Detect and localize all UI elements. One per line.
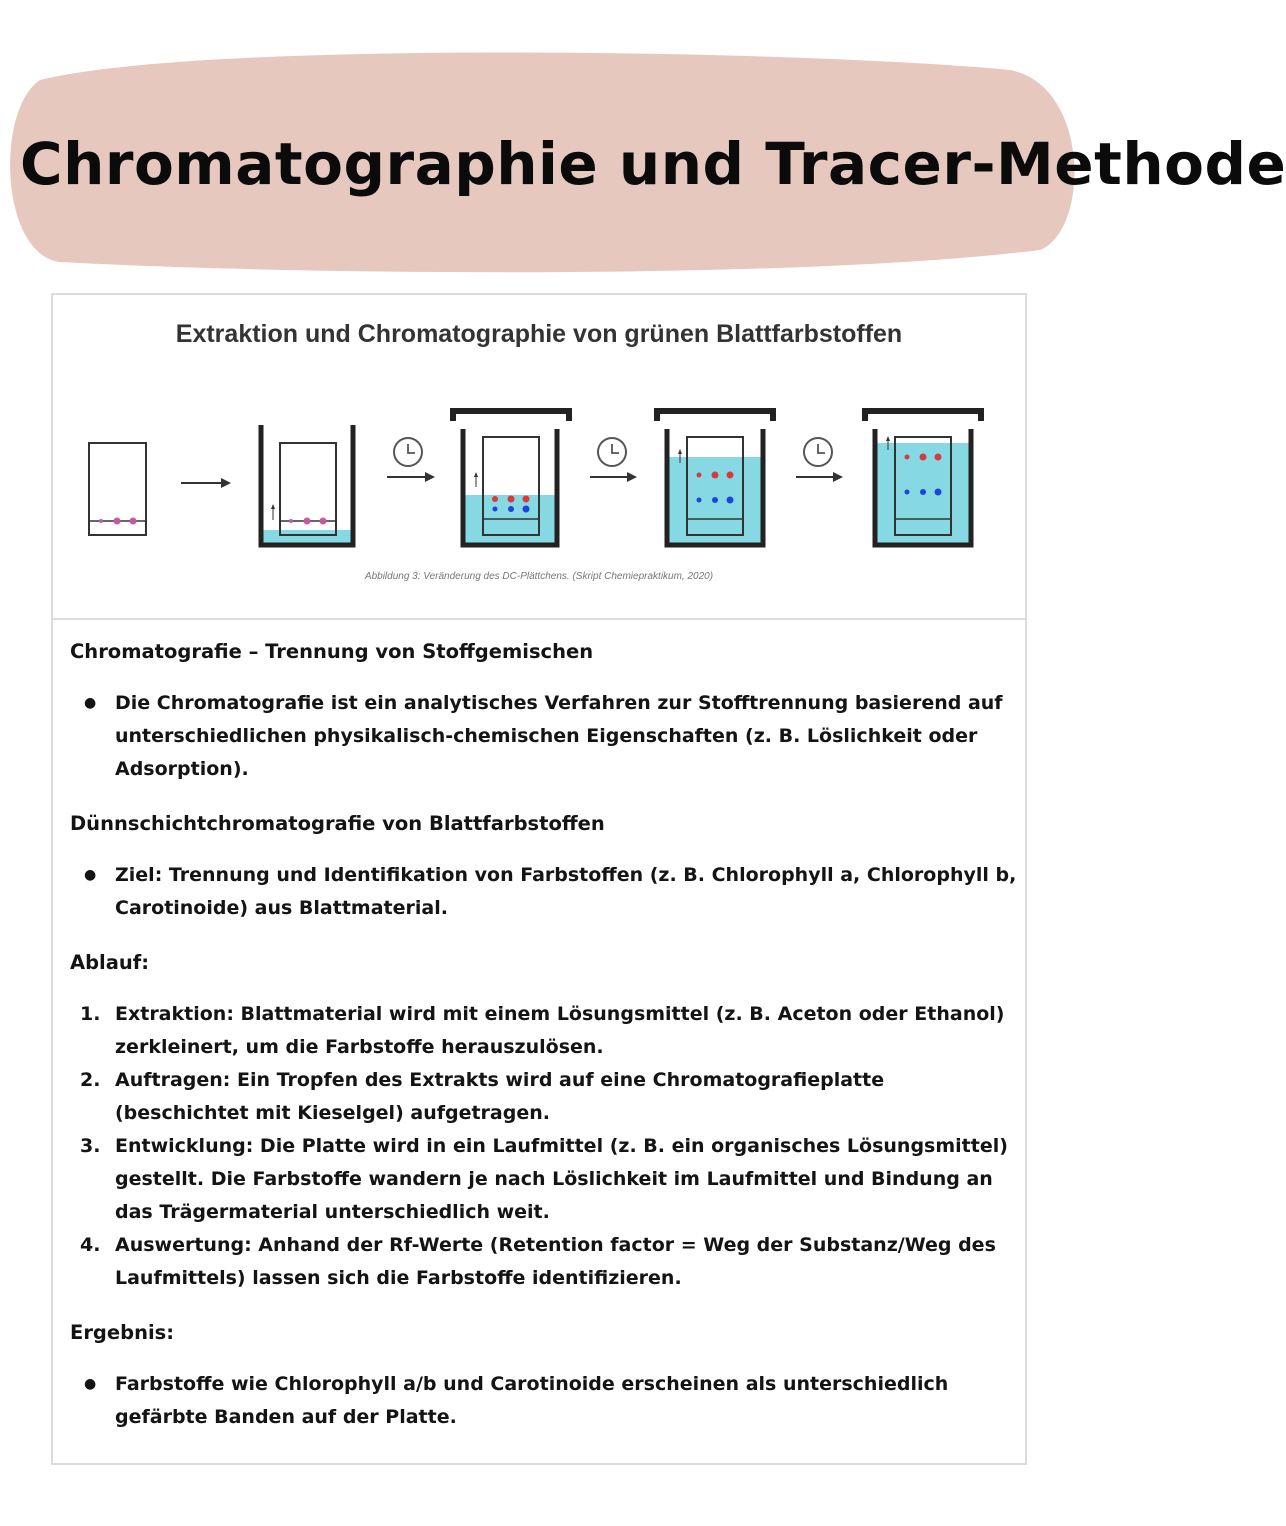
arrow-right-icon [221, 478, 231, 488]
stage-developing-2 [657, 411, 773, 545]
bullet-list [70, 1368, 1020, 1434]
list-text: Extraktion: Blattmaterial wird mit einem Lösungsmittel (z. B. Aceton oder Ethanol) zerkleinert, um die Farbstoffe herauszulösen. [115, 1003, 1005, 1058]
stage-beaker-start [261, 425, 353, 545]
clock-icon [598, 438, 626, 466]
notes-body [70, 635, 1020, 1455]
list-number: 1. [80, 1003, 101, 1025]
bullet-item: ● Ziel: Trennung und Identifikation von Farbstoffen (z. B. Chlorophyll a, Chlorophyll b, Carotinoide) aus Blattmaterial. [70, 859, 1020, 925]
list-text: Auswertung: Anhand der Rf-Werte (Retention factor = Weg der Substanz/Weg des Laufmittels) lassen sich die Farbstoffe identifizieren. [115, 1234, 996, 1289]
bullet-item: ● Farbstoffe wie Chlorophyll a/b und Carotinoide erscheinen als unterschiedlich gefärbte Banden auf der Platte. [70, 1368, 1020, 1434]
list-number: 2. [80, 1069, 101, 1091]
section-heading: Chromatografie – Trennung von Stoffgemischen [70, 640, 594, 663]
arrow-right-icon [627, 472, 637, 482]
list-item [70, 1130, 1020, 1229]
numbered-list [70, 998, 1020, 1295]
section-heading: Ergebnis: [70, 1321, 175, 1344]
stage-plate [89, 443, 146, 535]
content-card [51, 293, 1027, 1465]
figure-caption: Abbildung 3: Veränderung des DC-Plättchens. (Skript Chemiepraktikum, 2020) [364, 571, 714, 582]
list-item [70, 1229, 1020, 1295]
clock-icon [804, 438, 832, 466]
section-heading: Ablauf: [70, 951, 150, 974]
bullet-item: ● Die Chromatografie ist ein analytisches Verfahren zur Stofftrennung basierend auf unterschiedlichen physikalisch-chemischen Eigenschaften (z. B. Löslichkeit oder Adsorption). [70, 687, 1020, 786]
list-item [70, 998, 1020, 1064]
clock-icon [394, 438, 422, 466]
list-number: 4. [80, 1234, 101, 1256]
bullet-list [70, 859, 1020, 925]
section-heading: Dünnschichtchromatografie von Blattfarbstoffen [70, 812, 605, 835]
figure-title: Extraktion und Chromatographie von grünen Blattfarbstoffen [175, 320, 903, 348]
chromatography-diagram [53, 395, 1025, 555]
arrow-right-icon [425, 472, 435, 482]
list-text: Entwicklung: Die Platte wird in ein Laufmittel (z. B. ein organisches Lösungsmittel) gestellt. Die Farbstoffe wandern je nach Löslichkeit im Laufmittel und Bindung an das Trägermaterial unterschiedlich weit. [115, 1135, 1008, 1223]
card-divider [53, 618, 1025, 620]
page-title: Chromatographie und Tracer-Methode [20, 130, 1286, 198]
list-text: Auftragen: Ein Tropfen des Extrakts wird auf eine Chromatografieplatte (beschichtet mit Kieselgel) aufgetragen. [115, 1069, 885, 1124]
stage-developing-1 [453, 411, 569, 545]
stage-developed [865, 411, 981, 545]
arrow-right-icon [833, 472, 843, 482]
list-item [70, 1064, 1020, 1130]
bullet-list [70, 687, 1020, 786]
list-number: 3. [80, 1135, 101, 1157]
